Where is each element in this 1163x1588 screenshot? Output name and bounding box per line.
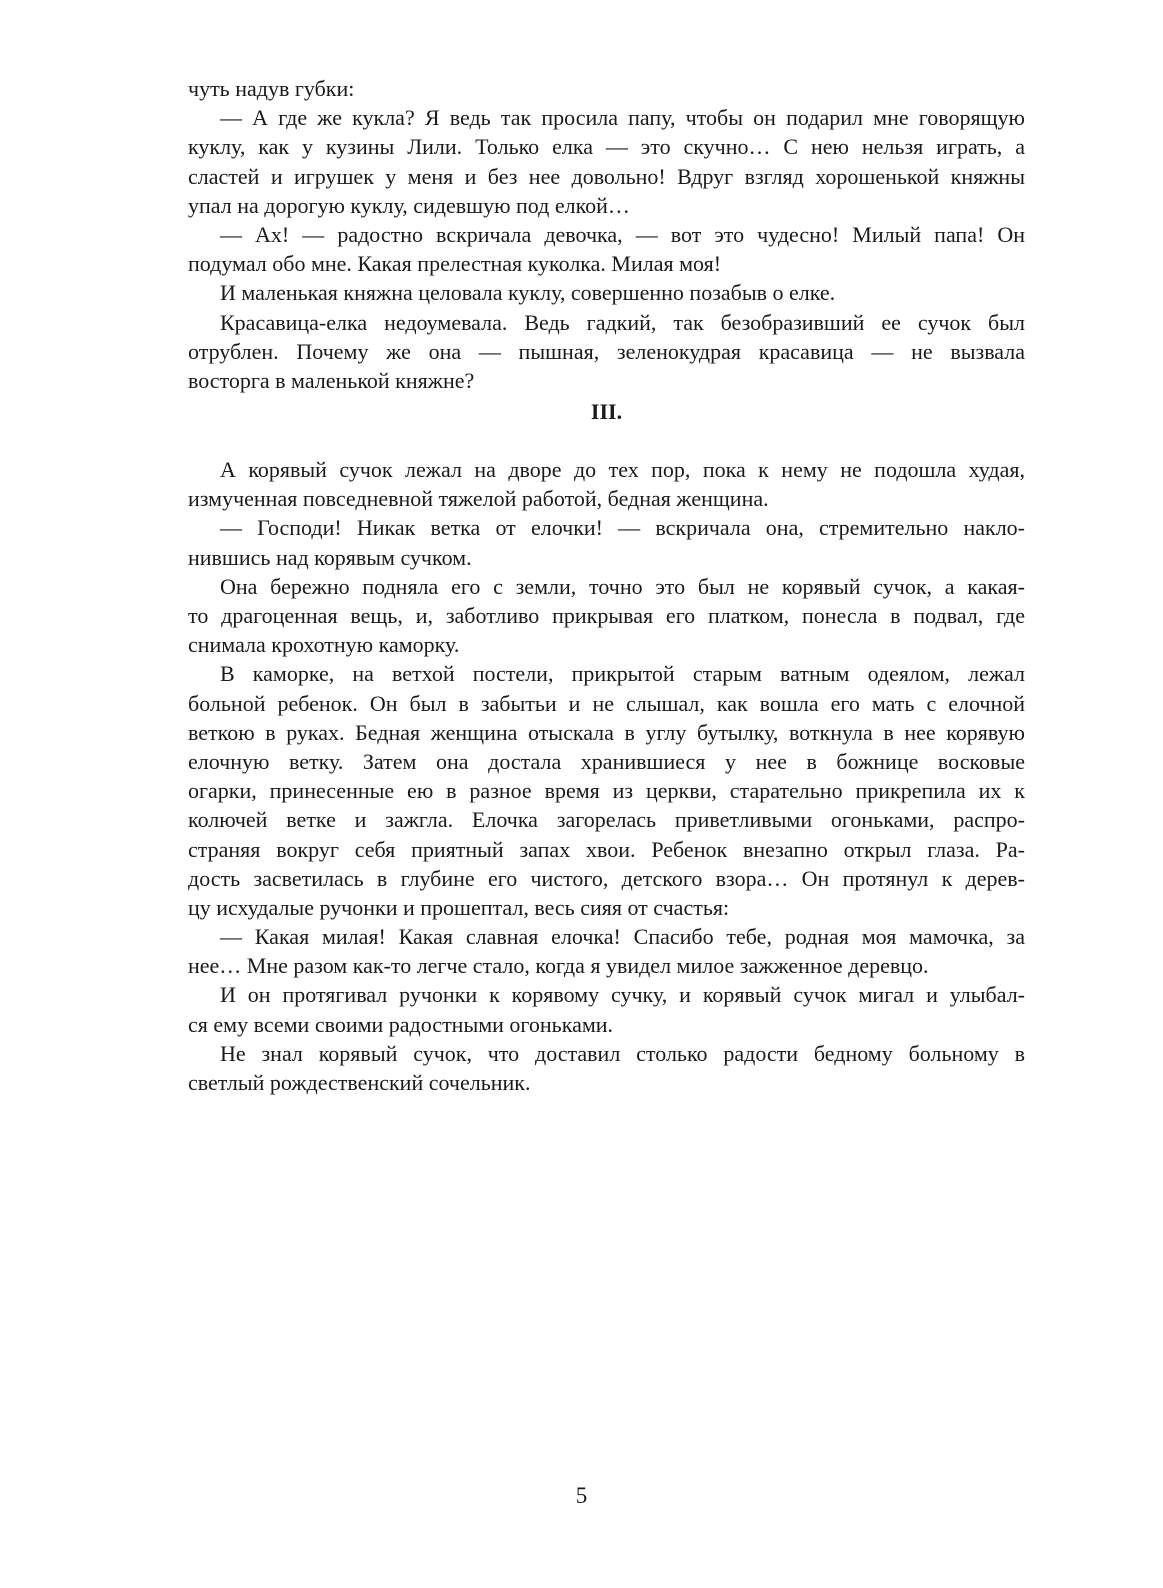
text-line: веткою в руках. Бедная женщина отыскала в углу бутылку, воткнула в нее корявую (188, 719, 1025, 745)
text-line: восторга в маленькой княжне? (188, 367, 475, 393)
text-line: Она бережно подняла его с земли, точно это был не корявый сучок, а какая- (220, 573, 1025, 599)
text-line: чуть надув губки: (188, 76, 355, 101)
text-line: — Господи! Никак ветка от елочки! — вскричала она, стремительно накло- (220, 515, 1025, 541)
text-line: В каморке, на ветхой постели, прикрытой старым ватным одеялом, лежал (220, 661, 1025, 687)
text-line: ся ему всеми своими радостными огоньками. (188, 1011, 614, 1037)
body-text (188, 74, 1025, 1097)
text-line: нее… Мне разом как-то легче стало, когда я увидел милое зажженное деревцо. (188, 953, 929, 979)
section-heading: III. (590, 399, 623, 425)
text-line: нившись над корявым сучком. (188, 544, 472, 570)
text-line: подумал обо мне. Какая прелестная куколка. Милая моя! (188, 251, 722, 277)
text-line: — А где же кукла? Я ведь так просила папу, чтобы он подарил мне говорящую (220, 105, 1025, 131)
text-line: куклу, как у кузины Лили. Только елка — это скучно… С нею нельзя играть, а (188, 134, 1025, 160)
text-line: А корявый сучок лежал на дворе до тех пор, пока к нему не подошла худая, (220, 457, 1025, 483)
text-line: сластей и игрушек у меня и без нее довольно! Вдруг взгляд хорошенькой княжны (188, 163, 1025, 189)
text-line: Красавица-елка недоумевала. Ведь гадкий, так безобразивший ее сучок был (220, 309, 1025, 335)
text-line: снимала крохотную каморку. (188, 632, 460, 658)
text-line: колючей ветке и зажгла. Елочка загорелась приветливыми огоньками, распро- (188, 807, 1025, 833)
text-line: цу исхудалые ручонки и прошептал, весь сияя от счастья: (188, 894, 730, 920)
text-line: светлый рождественский сочельник. (188, 1070, 531, 1095)
text-line: Не знал корявый сучок, что доставил столько радости бедному больному в (220, 1040, 1025, 1066)
text-line: елочную ветку. Затем она достала хранившиеся у нее в божнице восковые (188, 748, 1025, 774)
text-line: дость засветилась в глубине его чистого, детского взора… Он протянул к дерев- (188, 865, 1025, 891)
text-line: упал на дорогую куклу, сидевшую под елкой… (188, 192, 630, 218)
text-line: отрублен. Почему же она — пышная, зеленокудрая красавица — не вызвала (188, 338, 1025, 364)
text-line: измученная повседневной тяжелой работой, бедная женщина. (188, 486, 769, 512)
text-line: И маленькая княжна целовала куклу, совершенно позабыв о елке. (220, 280, 836, 306)
text-line: И он протягивал ручонки к корявому сучку, и корявый сучок мигал и улыбал- (220, 982, 1025, 1008)
text-line: — Какая милая! Какая славная елочка! Спасибо тебе, родная моя мамочка, за (220, 924, 1025, 950)
text-line: страняя вокруг себя приятный запах хвои. Ребенок внезапно открыл глаза. Ра- (188, 836, 1025, 862)
text-line: — Ах! — радостно вскричала девочка, — вот это чудесно! Милый папа! Он (220, 221, 1025, 247)
page-number: 5 (575, 1483, 588, 1508)
text-line: то драгоценная вещь, и, заботливо прикрывая его платком, понесла в подвал, где (188, 603, 1025, 628)
text-line: огарки, принесенные ею в разное время из церкви, старательно прикрепила их к (188, 778, 1025, 804)
text-line: больной ребенок. Он был в забытьи и не слышал, как вошла его мать с елочной (188, 690, 1025, 716)
